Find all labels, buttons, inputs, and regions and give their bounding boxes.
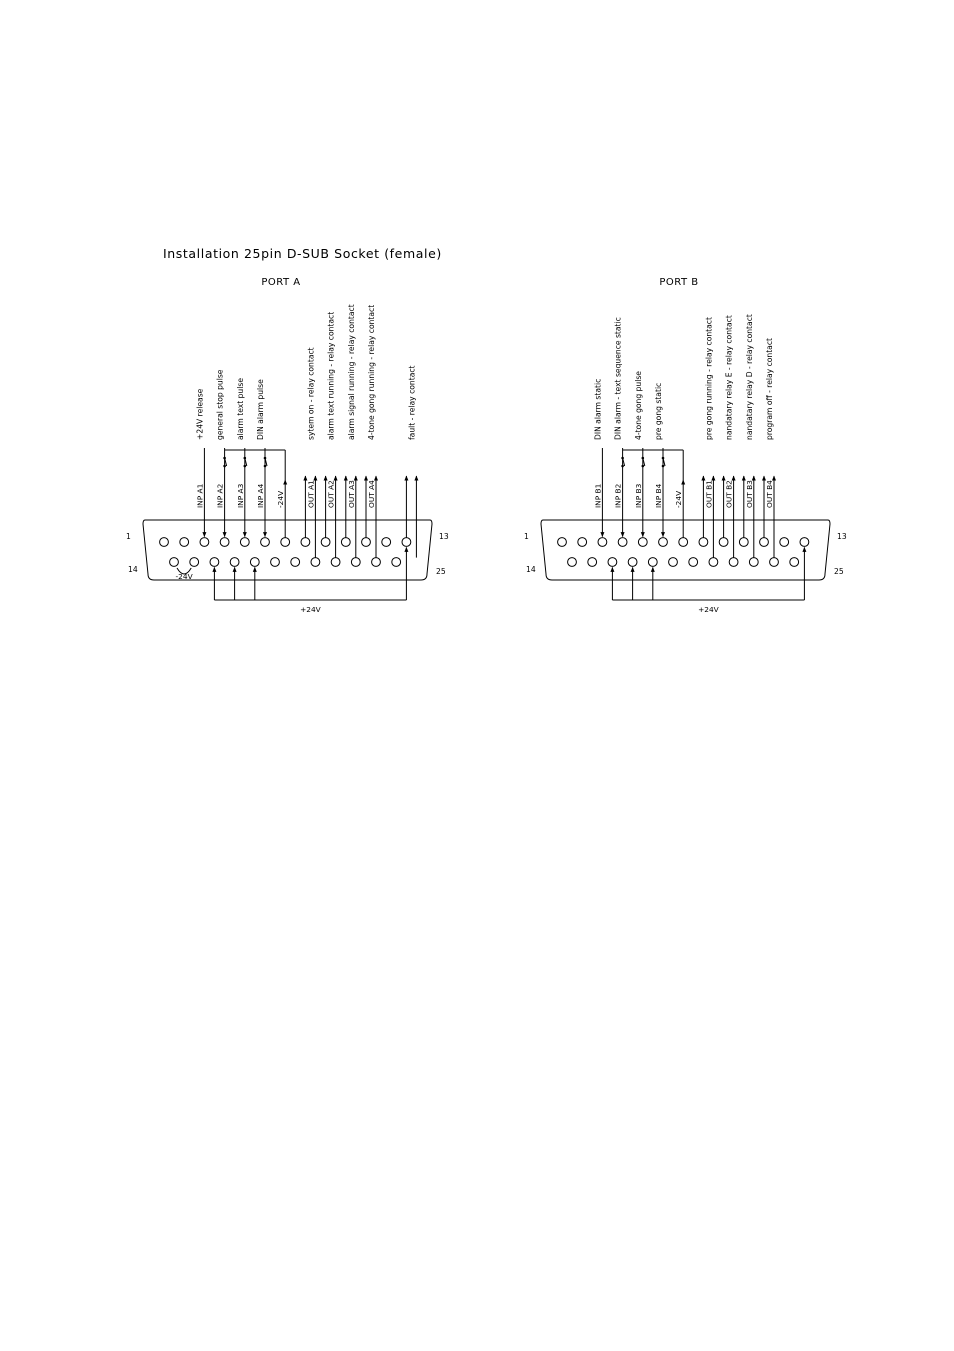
pin-9 — [719, 538, 728, 547]
pin-1 — [160, 538, 169, 547]
signal-description: 4-tone gong running - relay contact — [367, 304, 376, 440]
signal-description: pre gong running - relay contact — [704, 317, 714, 440]
signal-description: pre gong static — [654, 382, 663, 440]
pin-14 — [170, 558, 179, 567]
switch-node — [662, 465, 665, 468]
pin-number-13: 13 — [439, 532, 449, 541]
signal-code: OUT B3 — [744, 480, 754, 508]
pin-15 — [588, 558, 597, 567]
pin-16 — [210, 558, 219, 567]
pin-number-14: 14 — [526, 565, 536, 574]
switch-node — [621, 457, 624, 460]
signal-description: nandatary relay E - relay contact — [724, 315, 734, 440]
signal-code: OUT B4 — [765, 480, 774, 508]
signal-description: DIN alarm static — [593, 378, 603, 440]
pin-23 — [749, 558, 758, 567]
pin-3 — [200, 538, 209, 547]
signal-code: INP A1 — [195, 483, 205, 508]
switch-node — [642, 457, 645, 460]
pin-number-25: 25 — [834, 567, 844, 576]
pin-6 — [261, 538, 270, 547]
pin-8 — [301, 538, 310, 547]
pin-3 — [598, 538, 607, 547]
pin-number-14: 14 — [128, 565, 138, 574]
pin-1 — [558, 538, 567, 547]
pin-9 — [321, 538, 330, 547]
pin-7 — [679, 538, 688, 547]
pin-20 — [291, 558, 300, 567]
pin-11 — [362, 538, 371, 547]
signal-description: DIN alarm - text sequence static — [613, 317, 623, 440]
switch-node — [223, 465, 226, 468]
signal-description: general stop pulse — [215, 369, 225, 440]
signal-code: INP A4 — [256, 483, 265, 508]
pin-6 — [659, 538, 668, 547]
signal-code: -24V — [674, 490, 684, 508]
signal-description: sytem on - relay contact — [306, 347, 316, 440]
signal-code: OUT A3 — [346, 480, 356, 508]
signal-code: OUT B2 — [724, 480, 734, 508]
pin-11 — [760, 538, 769, 547]
pin-22 — [331, 558, 340, 567]
pin-number-1: 1 — [126, 532, 131, 541]
pin-number-25: 25 — [436, 567, 446, 576]
pin-13 — [800, 538, 809, 547]
pin-4 — [220, 538, 229, 547]
pin-10 — [341, 538, 350, 547]
switch-node — [223, 457, 226, 460]
pin-25 — [790, 558, 799, 567]
signal-code: INP A2 — [215, 483, 225, 508]
pin-5 — [240, 538, 249, 547]
signal-description: DIN alarm pulse — [256, 379, 265, 440]
switch-node — [621, 465, 624, 468]
signal-code: INP A3 — [235, 483, 245, 508]
pin-4 — [618, 538, 627, 547]
signal-code: OUT A2 — [326, 480, 336, 508]
pin-25 — [392, 558, 401, 567]
pin-16 — [608, 558, 617, 567]
switch-node — [264, 465, 267, 468]
signal-description: fault - relay contact — [407, 365, 417, 440]
pin-17 — [628, 558, 637, 567]
connector-shell — [541, 520, 830, 580]
pin-22 — [729, 558, 738, 567]
pin-13 — [402, 538, 411, 547]
pin-2 — [180, 538, 189, 547]
signal-code: OUT A4 — [367, 480, 376, 508]
pin-12 — [780, 538, 789, 547]
switch-node — [264, 457, 267, 460]
port_b-title: PORT B — [659, 277, 699, 288]
pin-21 — [311, 558, 320, 567]
connector-shell — [143, 520, 432, 580]
signal-description: alarm signal running - relay contact — [346, 304, 356, 440]
signal-description: program off - relay contact — [765, 338, 774, 440]
switch-node — [642, 465, 645, 468]
pin-18 — [250, 558, 259, 567]
pin-15 — [190, 558, 199, 567]
signal-code: INP B2 — [613, 483, 623, 508]
pin-number-1: 1 — [524, 532, 529, 541]
signal-code: OUT A1 — [306, 480, 316, 508]
pin-7 — [281, 538, 290, 547]
signal-code: OUT B1 — [704, 480, 714, 508]
pin-12 — [382, 538, 391, 547]
signal-code: INP B1 — [593, 483, 603, 508]
signal-description: alarm text pulse — [235, 378, 245, 440]
signal-description: alarm text running - relay contact — [326, 311, 336, 440]
port_a-title: PORT A — [261, 277, 301, 288]
signal-description: 4-tone gong pulse — [633, 371, 643, 440]
pin-24 — [770, 558, 779, 567]
switch-node — [662, 457, 665, 460]
minus-24v-label: -24V — [175, 572, 193, 581]
pin-20 — [689, 558, 698, 567]
signal-code: INP B4 — [654, 483, 663, 508]
pin-23 — [351, 558, 360, 567]
signal-code: INP B3 — [633, 483, 643, 508]
port-a-connector — [126, 277, 449, 614]
pin-8 — [699, 538, 708, 547]
plus-24v-label: +24V — [300, 605, 321, 614]
pin-21 — [709, 558, 718, 567]
pin-18 — [648, 558, 657, 567]
port-b-connector — [524, 277, 847, 614]
pin-14 — [568, 558, 577, 567]
pin-24 — [372, 558, 381, 567]
switch-node — [244, 457, 247, 460]
pin-number-13: 13 — [837, 532, 847, 541]
pin-19 — [271, 558, 280, 567]
pin-10 — [739, 538, 748, 547]
pin-2 — [578, 538, 587, 547]
switch-node — [244, 465, 247, 468]
signal-description: +24V release — [195, 388, 205, 440]
signal-code: -24V — [276, 490, 286, 508]
pin-19 — [669, 558, 678, 567]
signal-description: nandatary relay D - relay contact — [744, 314, 754, 440]
pin-17 — [230, 558, 239, 567]
plus-24v-label: +24V — [698, 605, 719, 614]
pin-5 — [638, 538, 647, 547]
diagram-title: Installation 25pin D-SUB Socket (female) — [163, 246, 442, 261]
